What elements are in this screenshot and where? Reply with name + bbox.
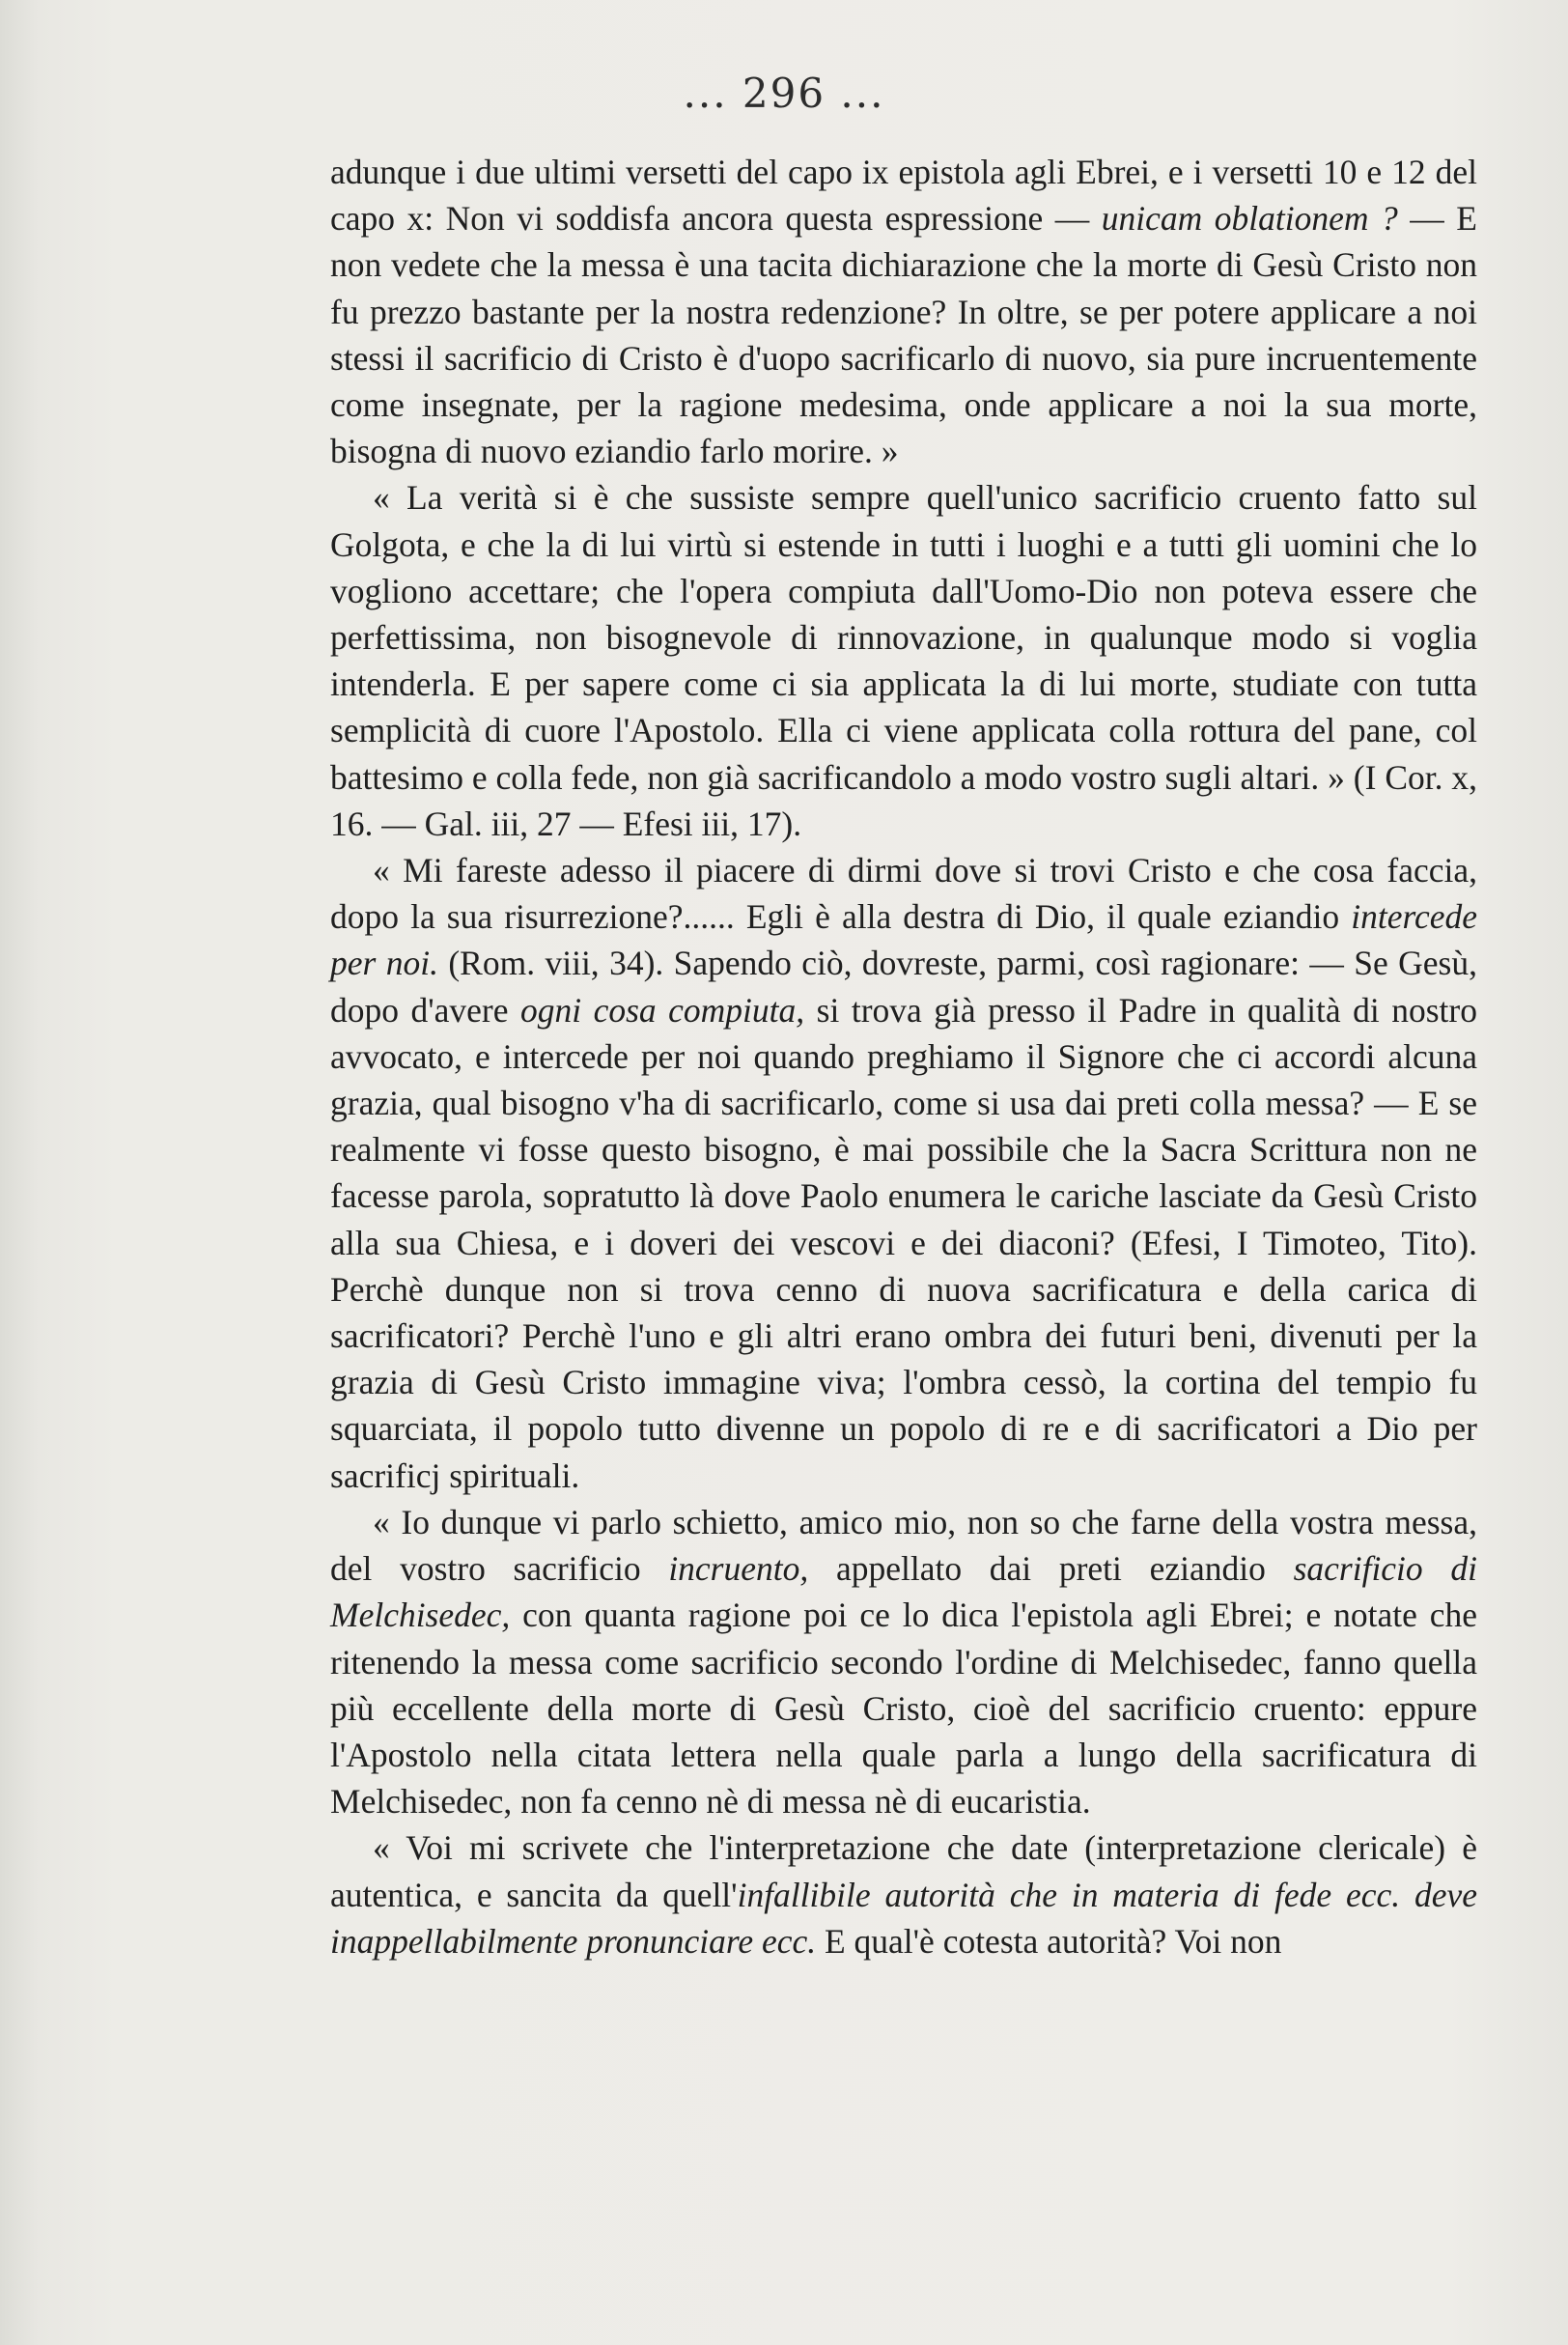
- italic-phrase: incruento,: [668, 1549, 809, 1589]
- text-segment: adunque i due ultimi versetti del capo ix epistola agli Ebrei, e i versetti 10 e 12 del capo x: Non vi soddisfa ancora questa espressione —: [330, 153, 1477, 239]
- paragraph-1: [330, 149, 1477, 474]
- text-segment: « Mi fareste adesso il piacere di dirmi dove si trovi Cristo e che cosa faccia, dopo la sua risurrezione?...... Egli è alla destra di Dio, il quale eziandio: [330, 851, 1477, 937]
- body-text: [330, 149, 1477, 1964]
- text-segment: appellato dai preti eziandio: [808, 1549, 1294, 1589]
- italic-phrase: infallibile autorità che in materia di fede ecc. deve inappellabilmente pronunciare ecc.: [330, 1875, 1477, 1961]
- italic-phrase: sacrificio di Melchisedec,: [330, 1549, 1477, 1635]
- text-segment: « La verità si è che sussiste sempre quell'unico sacrificio cruento fatto sul Golgota, e che la di lui virtù si estende in tutti i luoghi e a tutti gli uomini che lo vogliono accettare; che l'opera compiuta dall'Uomo-Dio non poteva essere che perfettissima, non bisognevole di rinnovazione, in qualunque modo si voglia intenderla. E per sapere come ci sia applicata la di lui morte, studiate con tutta semplicità di cuore l'Apostolo. Ella ci viene applicata colla rottura del pane, col battesimo e colla fede, non già sacrificandolo a modo vostro sugli altari. » (I Cor. x, 16. — Gal. iii, 27 — Efesi iii, 17).: [330, 478, 1477, 843]
- paragraph-4: [330, 1499, 1477, 1824]
- italic-phrase: ogni cosa compiuta,: [519, 990, 805, 1030]
- paragraph-2: [330, 474, 1477, 847]
- text-segment: con quanta ragione poi ce lo dica l'epistola agli Ebrei; e notate che ritenendo la messa come sacrificio secondo l'ordine di Melchisedec, fanno quella più eccellente della morte di Gesù Cristo, cioè del sacrificio cruento: eppure l'Apostolo nella citata lettera nella quale parla a lungo della sacrificatura di Melchisedec, non fa cenno nè di messa nè di eucaristia.: [330, 1596, 1477, 1822]
- text-segment: — E non vedete che la messa è una tacita dichiarazione che la morte di Gesù Cristo non fu prezzo bastante per la nostra redenzione? In oltre, se per potere applicare a noi stessi il sacrificio di Cristo è d'uopo sacrificarlo di nuovo, sia pure incruentemente come insegnate, per la ragione medesima, onde applicare a noi la sua morte, bisogna di nuovo eziandio farlo morire. »: [330, 199, 1477, 471]
- text-segment: si trova già presso il Padre in qualità di nostro avvocato, e intercede per noi quando preghiamo il Signore che ci accordi alcuna grazia, qual bisogno v'ha di sacrificarlo, come si usa dai preti colla messa? — E se realmente vi fosse questo bisogno, è mai possibile che la Sacra Scrittura non ne facesse parola, sopratutto là dove Paolo enumera le cariche lasciate da Gesù Cristo alla sua Chiesa, e i doveri dei vescovi e dei diaconi? (Efesi, I Timoteo, Tito). Perchè dunque non si trova cenno di nuova sacrificatura e della carica di sacrificatori? Perchè l'uno e gli altri erano ombra dei futuri beni, divenuti per la grazia di Gesù Cristo immagine viva; l'ombra cessò, la cortina del tempio fu squarciata, il popolo tutto divenne un popolo di re e di sacrificatori a Dio per sacrificj spirituali.: [330, 990, 1477, 1495]
- italic-phrase: intercede per noi.: [330, 897, 1477, 983]
- paragraph-3: [330, 847, 1477, 1499]
- text-segment: (Rom. viii, 34). Sapendo ciò, dovreste, parmi, così ragionare: — Se Gesù, dopo d'avere: [330, 944, 1477, 1030]
- page-number: ... 296 ...: [683, 70, 885, 117]
- text-segment: « Io dunque vi parlo schietto, amico mio, non so che farne della vostra messa, del vostro sacrificio: [330, 1502, 1477, 1589]
- text-segment: E qual'è cotesta autorità? Voi non: [816, 1921, 1282, 1961]
- text-segment: « Voi mi scrivete che l'interpretazione che date (interpretazione clericale) è autentica, e sancita da quell': [330, 1828, 1477, 1914]
- italic-phrase: unicam oblationem ?: [1101, 199, 1398, 239]
- paragraph-5: [330, 1824, 1477, 1964]
